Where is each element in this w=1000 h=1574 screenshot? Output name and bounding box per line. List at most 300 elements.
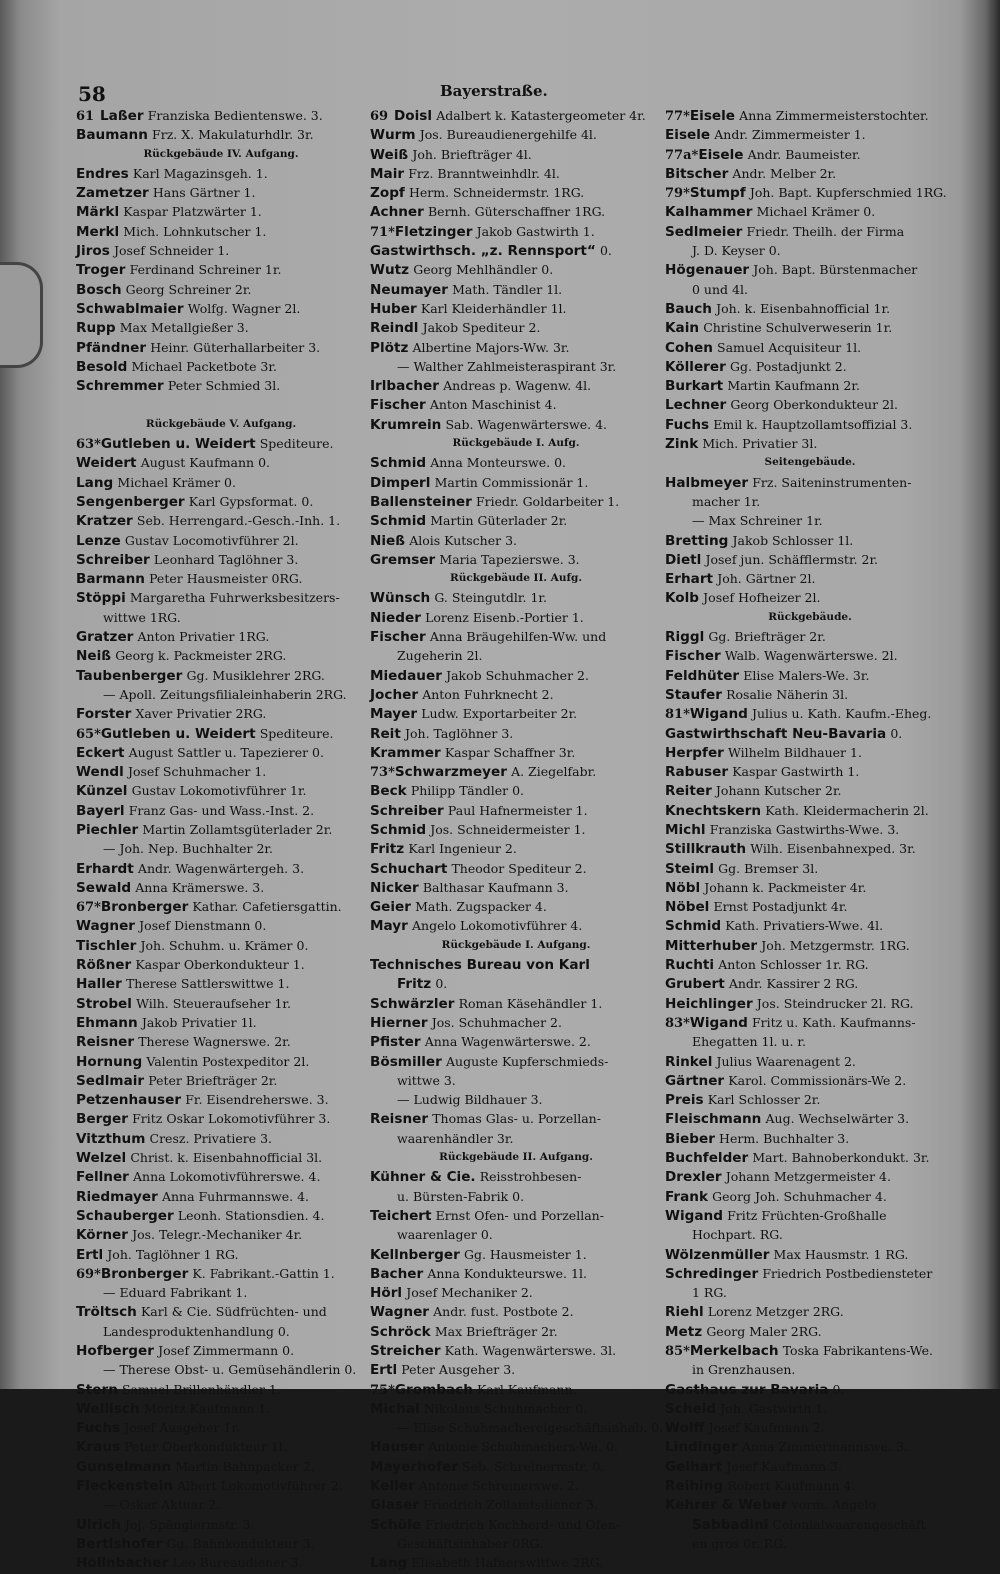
entry-continuation: [665, 1225, 955, 1244]
directory-entry: [370, 878, 662, 897]
directory-entry: [76, 1437, 366, 1456]
directory-entry: [76, 531, 366, 550]
entry-details: Anna Bräugehilfen-Ww. und: [429, 629, 607, 645]
resident-name: Reihing: [665, 1478, 724, 1495]
entry-details: Gg. Bahnkondukteur 3.: [166, 1535, 315, 1551]
directory-entry: [370, 724, 662, 743]
directory-entry: [76, 338, 366, 357]
directory-entry: [665, 260, 955, 279]
entry-details: Valentin Postexpeditor 2l.: [146, 1053, 310, 1069]
entry-details: Gg. Hausmeister 1.: [463, 1246, 587, 1262]
resident-name: Erhardt: [76, 860, 134, 877]
entry-details: Wilhelm Bildhauer 1.: [728, 744, 862, 760]
resident-name: Preis: [665, 1092, 704, 1109]
directory-entry: [76, 106, 366, 125]
entry-continuation: [665, 241, 955, 260]
house-number: 61: [76, 109, 95, 124]
resident-name: Stern: [76, 1381, 118, 1398]
house-number: 63*: [76, 437, 101, 453]
resident-name: Gastwirthschaft Neu-Bavaria: [665, 725, 887, 742]
resident-name: Sedlmair: [76, 1072, 145, 1089]
entry-details: — Eduard Fabrikant 1.: [103, 1285, 248, 1301]
entry-details: Karl Schlosser 2r.: [707, 1092, 821, 1108]
resident-name: Krumrein: [370, 416, 442, 433]
resident-name: Lang: [370, 1555, 408, 1572]
house-number: 67*: [76, 900, 101, 916]
entry-details: — Apoll. Zeitungsfilialeinhaberin 2RG.: [103, 686, 347, 702]
directory-entry: [76, 1476, 366, 1495]
entry-details: Peter Schmied 3l.: [167, 378, 281, 394]
entry-details: Maria Tapezierswe. 3.: [439, 551, 580, 567]
entry-details: Kaspar Schaffner 3r.: [444, 744, 576, 760]
entry-details: Paul Hafnermeister 1.: [447, 802, 588, 818]
entry-details: Andr. fust. Postbote 2.: [433, 1304, 574, 1320]
resident-name: Geier: [370, 899, 411, 916]
directory-entry: [370, 164, 662, 183]
directory-entry: [665, 1437, 955, 1456]
entry-details: Elisabeth Hafnerswittwe 2RG.: [411, 1555, 604, 1571]
entry-details: Jos. Steindrucker 2l. RG.: [756, 995, 914, 1011]
resident-name: Gutleben u. Weidert: [100, 436, 256, 453]
entry-details: Andr. Baumeister.: [747, 146, 861, 162]
directory-entry: [76, 1302, 366, 1321]
resident-name: Schmid: [370, 455, 427, 472]
entry-details: Walb. Wagenwärterswe. 2l.: [724, 648, 898, 664]
entry-details: Colonialwaarengeschäft: [772, 1516, 926, 1532]
directory-entry: [665, 550, 955, 569]
directory-entry: [370, 685, 662, 704]
resident-name: Rinkel: [665, 1053, 713, 1070]
directory-entry: [76, 1534, 366, 1553]
resident-name: Ertl: [76, 1246, 104, 1263]
directory-entry: [76, 280, 366, 299]
directory-entry: [665, 1322, 955, 1341]
resident-name: Scheid: [665, 1400, 717, 1417]
entry-details: Bernh. Güterschaffner 1RG.: [428, 204, 606, 220]
entry-details: Seb. Herrengard.-Gesch.-Inh. 1.: [136, 513, 341, 529]
entry-details: Lorenz Eisenb.-Portier 1.: [425, 609, 584, 625]
resident-name: Reisner: [76, 1034, 135, 1051]
section-heading: Seitengebäude.: [764, 456, 856, 469]
resident-name: Fuchs: [76, 1420, 121, 1437]
entry-details: Robert Kaufmann 4.: [727, 1478, 856, 1494]
directory-entry: [76, 1148, 366, 1167]
directory-entry: [76, 1129, 366, 1148]
resident-name: Bösmiller: [370, 1053, 442, 1070]
resident-name: Haller: [76, 976, 122, 993]
entry-details: Hochpart. RG.: [692, 1227, 783, 1243]
directory-entry: [370, 183, 662, 202]
resident-name: Herpfer: [665, 744, 724, 761]
directory-entry: [665, 106, 955, 125]
entry-details: August Kaufmann 0.: [140, 455, 271, 471]
resident-name: Bronberger: [100, 899, 189, 916]
resident-name: Kehrer & Weber: [665, 1497, 788, 1514]
resident-name: Eisele: [689, 108, 736, 124]
resident-name: Riedmayer: [76, 1188, 158, 1205]
spacer: [76, 395, 366, 414]
directory-entry: [370, 801, 662, 820]
directory-entry: [76, 1090, 366, 1109]
directory-entry: [76, 1245, 366, 1264]
resident-name: Teichert: [370, 1207, 432, 1224]
entry-details: Anton Privatier 1RG.: [137, 629, 270, 645]
entry-details: macher 1r.: [692, 493, 761, 509]
directory-entry: [370, 1109, 662, 1128]
entry-details: Joh. Gärtner 2l.: [717, 571, 816, 587]
resident-name: Buchfelder: [665, 1150, 749, 1167]
resident-name: Gremser: [370, 551, 436, 568]
resident-name: Berger: [76, 1111, 128, 1128]
directory-entry: [370, 1206, 662, 1225]
section-heading: Rückgebäude I. Aufg.: [452, 437, 580, 450]
resident-name: Glaser: [370, 1497, 420, 1514]
resident-name: Fuchs: [665, 416, 710, 433]
directory-entry: [665, 588, 955, 607]
section-heading: Rückgebäude IV. Aufgang.: [143, 147, 299, 160]
resident-name: Wigand: [689, 1014, 748, 1031]
resident-name: Fritz: [397, 976, 432, 993]
directory-entry: [76, 222, 366, 241]
directory-entry: [76, 241, 366, 260]
entry-continuation: [370, 1534, 662, 1553]
directory-entry: [76, 511, 366, 530]
directory-entry: [370, 916, 662, 935]
directory-entry: [370, 1052, 662, 1071]
resident-name: Kolb: [665, 590, 700, 607]
directory-entry: [370, 338, 662, 357]
entry-details: Franziska Gastwirths-Wwe. 3.: [709, 821, 900, 837]
column-3: [665, 106, 955, 1553]
resident-name: Keller: [370, 1478, 415, 1495]
resident-name: Welzel: [76, 1150, 127, 1167]
directory-entry: [665, 878, 955, 897]
entry-details: — Elise Schuhmachereigeschäftsinhab. 0.: [397, 1420, 664, 1436]
entry-details: Anton Schlosser 1r. RG.: [718, 957, 869, 973]
resident-name: Stumpf: [689, 185, 746, 202]
entry-details: 0.: [890, 725, 903, 741]
resident-name: Piechler: [76, 821, 139, 838]
entry-details: Wolfg. Wagner 2l.: [187, 300, 301, 316]
entry-details: Antonie Schreinerswe. 2.: [418, 1478, 579, 1494]
resident-name: Wendl: [76, 764, 124, 781]
resident-name: Schmid: [370, 821, 427, 838]
entry-details: Toska Fabrikantens-We.: [782, 1343, 933, 1358]
entry-details: in Grenzhausen.: [692, 1362, 796, 1378]
entry-details: Emil k. Hauptzollamtsoffizial 3.: [713, 416, 913, 432]
entry-details: Max Briefträger 2r.: [434, 1323, 558, 1339]
entry-details: Wilh. Steueraufseher 1r.: [136, 995, 291, 1011]
resident-name: Reit: [370, 725, 401, 742]
resident-name: Kratzer: [76, 513, 133, 530]
resident-name: Wellisch: [76, 1400, 140, 1417]
entry-details: K. Fabrikant.-Gattin 1.: [192, 1265, 335, 1281]
entry-details: A. Ziegelfabr.: [511, 764, 597, 780]
house-number: 75*: [370, 1382, 395, 1398]
resident-name: Pfändner: [76, 339, 147, 356]
resident-name: Neiß: [76, 648, 112, 665]
directory-entry: [76, 974, 366, 993]
directory-entry: [665, 1495, 955, 1514]
entry-details: Albertine Majors-Ww. 3r.: [412, 339, 570, 355]
directory-entry: [76, 878, 366, 897]
entry-details: Georg Schreiner 2r.: [125, 281, 252, 297]
house-number: 71*: [370, 224, 395, 240]
directory-entry: [370, 1476, 662, 1495]
entry-details: Mich. Lohnkutscher 1.: [123, 223, 267, 239]
resident-name: Riggl: [665, 629, 705, 646]
entry-details: Therese Sattlerswittwe 1.: [125, 976, 290, 992]
directory-entry: [370, 994, 662, 1013]
house-number: 73*: [370, 765, 395, 781]
resident-name: Metz: [665, 1323, 703, 1340]
entry-details: Spediteure.: [259, 436, 334, 452]
directory-entry: [370, 1167, 662, 1186]
entry-details: Peter Briefträger 2r.: [148, 1072, 278, 1088]
directory-entry: [76, 183, 366, 202]
resident-name: Schüle: [370, 1516, 422, 1533]
entry-details: Anna Kondukteurswe. 1l.: [427, 1265, 587, 1281]
directory-entry: [76, 434, 366, 453]
entry-details: Julius u. Kath. Kaufm.-Eheg.: [752, 706, 932, 722]
directory-entry: [665, 1476, 955, 1495]
directory-entry: [665, 955, 955, 974]
entry-details: Karl Kleiderhändler 1l.: [420, 300, 567, 316]
entry-continuation: [665, 1283, 955, 1302]
resident-name: Ruchti: [665, 957, 715, 974]
directory-entry: [665, 1013, 955, 1032]
entry-continuation: [76, 1322, 366, 1341]
entry-details: Friedr. Goldarbeiter 1.: [475, 493, 620, 509]
entry-details: Ehegatten 1l. u. r.: [692, 1034, 806, 1050]
resident-name: Nöbl: [665, 879, 701, 896]
entry-details: wittwe 3.: [397, 1072, 456, 1088]
entry-details: Jakob Privatier 1l.: [141, 1014, 257, 1030]
entry-details: Samuel Acquisiteur 1l.: [717, 339, 862, 355]
resident-name: Nieß: [370, 532, 406, 549]
directory-entry: [76, 1553, 366, 1572]
section-heading: Rückgebäude II. Aufg.: [450, 572, 582, 585]
resident-name: Fischer: [370, 397, 426, 414]
entry-details: Jos. Telegr.-Mechaniker 4r.: [132, 1227, 303, 1243]
resident-name: Bosch: [76, 281, 122, 298]
entry-continuation: [76, 839, 366, 858]
entry-details: Gg. Bremser 3l.: [718, 860, 819, 876]
entry-details: Andr. Melber 2r.: [732, 165, 837, 181]
entry-details: Wilh. Eisenbahnexped. 3r.: [750, 841, 916, 857]
resident-name: Staufer: [665, 686, 722, 703]
resident-name: Zink: [665, 436, 699, 453]
resident-name: Wagner: [76, 918, 136, 935]
directory-entry: [76, 492, 366, 511]
directory-entry: [665, 1206, 955, 1225]
directory-entry: [665, 569, 955, 588]
directory-entry: [665, 1457, 955, 1476]
entry-details: Ernst Ofen- und Porzellan-: [435, 1207, 604, 1223]
resident-name: Halbmeyer: [665, 474, 749, 491]
resident-name: Kellnberger: [370, 1246, 460, 1263]
entry-details: Margaretha Fuhrwerksbesitzers-: [129, 590, 340, 606]
directory-entry: [665, 839, 955, 858]
entry-details: Cresz. Privatiere 3.: [149, 1130, 272, 1146]
directory-entry: [76, 376, 366, 395]
resident-name: Dietl: [665, 551, 702, 568]
directory-entry: [665, 724, 955, 743]
directory-entry: [665, 1052, 955, 1071]
entry-details: Adalbert k. Katastergeometer 4r.: [436, 108, 646, 123]
resident-name: Grombach: [394, 1381, 473, 1398]
directory-entry: [76, 762, 366, 781]
directory-entry: [76, 1187, 366, 1206]
directory-entry: [76, 994, 366, 1013]
entry-continuation: [665, 492, 955, 511]
directory-entry: [370, 395, 662, 414]
directory-entry: [76, 1032, 366, 1051]
entry-details: Joh. Gastwirth 1.: [720, 1400, 828, 1416]
resident-name: Lindinger: [665, 1439, 738, 1456]
directory-entry: [665, 1341, 955, 1360]
directory-entry: [665, 222, 955, 241]
resident-name: Tröltsch: [76, 1304, 137, 1321]
resident-name: Steiml: [665, 860, 714, 877]
resident-name: Bretting: [665, 532, 729, 549]
entry-details: Josef Schuhmacher 1.: [127, 764, 267, 780]
house-number: 81*: [665, 707, 690, 723]
entry-details: Xaver Privatier 2RG.: [135, 706, 267, 722]
resident-name: Schwarzmeyer: [394, 764, 507, 781]
resident-name: Mair: [370, 165, 405, 182]
entry-details: Josef jun. Schäfflermstr. 2r.: [705, 551, 879, 567]
entry-details: Lorenz Metzger 2RG.: [707, 1304, 844, 1320]
entry-details: Philipp Tändler 0.: [410, 783, 525, 799]
resident-name: Schwablmaier: [76, 300, 184, 317]
entry-continuation: [665, 280, 955, 299]
entry-details: Therese Wagnerswe. 2r.: [138, 1034, 291, 1050]
resident-name: Schremmer: [76, 378, 164, 395]
directory-entry: [665, 415, 955, 434]
directory-entry: [370, 1360, 662, 1379]
entry-details: Kath. Kleidermacherin 2l.: [765, 802, 929, 818]
directory-entry: [76, 955, 366, 974]
resident-name: Troger: [76, 262, 126, 279]
entry-details: Georg Maler 2RG.: [706, 1323, 822, 1339]
directory-entry: [665, 183, 955, 202]
directory-entry: [76, 1013, 366, 1032]
entry-details: Peter Hausmeister 0RG.: [149, 571, 303, 587]
resident-name: Schmid: [665, 918, 722, 935]
directory-entry: [370, 762, 662, 781]
entry-details: Joh. Bapt. Bürstenmacher: [753, 262, 918, 278]
directory-entry: [665, 781, 955, 800]
directory-entry: [76, 1380, 366, 1399]
directory-entry: [665, 859, 955, 878]
entry-details: Jos. Schneidermeister 1.: [430, 821, 586, 837]
entry-details: G. Steingutdlr. 1r.: [434, 590, 547, 606]
resident-name: Grubert: [665, 976, 725, 993]
directory-entry: [370, 1341, 662, 1360]
directory-entry: [665, 202, 955, 221]
entry-details: Johann Kutscher 2r.: [715, 783, 842, 799]
entry-details: Leo Bureaudiener 3.: [172, 1555, 303, 1571]
resident-name: Schreiber: [370, 802, 444, 819]
resident-name: Bieber: [665, 1130, 715, 1147]
directory-entry: [76, 1206, 366, 1225]
resident-name: Nöbel: [665, 899, 710, 916]
directory-entry: [370, 1032, 662, 1051]
entry-details: Joj. Spänglermstr. 3.: [124, 1516, 255, 1532]
entry-details: Gustav Locomotivführer 2l.: [124, 532, 299, 548]
entry-continuation: [370, 1418, 662, 1437]
entry-details: Karol. Commissionärs-We 2.: [728, 1072, 907, 1088]
directory-entry: [370, 608, 662, 627]
resident-name: Gasthaus zur Bavaria: [665, 1381, 829, 1398]
entry-details: Karl Ingenieur 2.: [408, 841, 517, 857]
resident-name: Mayer: [370, 706, 418, 723]
entry-details: Joh. Briefträger 4l.: [412, 146, 532, 162]
resident-name: Michal: [370, 1400, 420, 1417]
resident-name: Krammer: [370, 744, 441, 761]
resident-name: Stöppi: [76, 590, 126, 607]
resident-name: Merkl: [76, 223, 120, 240]
resident-name: Zopf: [370, 185, 405, 202]
directory-entry: [370, 280, 662, 299]
directory-entry: [665, 704, 955, 723]
entry-continuation: [76, 1283, 366, 1302]
entry-details: Martin Kaufmann 2r.: [727, 378, 860, 394]
directory-entry: [370, 1457, 662, 1476]
directory-entry: [665, 1399, 955, 1418]
resident-name: Bayerl: [76, 802, 125, 819]
resident-name: Hofberger: [76, 1343, 154, 1359]
entry-continuation: [76, 1360, 366, 1379]
entry-details: — Max Schreiner 1r.: [692, 513, 823, 529]
resident-name: Sabbadini: [692, 1516, 769, 1533]
directory-entry: [665, 801, 955, 820]
directory-entry: [370, 1245, 662, 1264]
entry-details: Geschäftsinhaber 0RG.: [397, 1535, 544, 1551]
directory-entry: [370, 859, 662, 878]
entry-continuation: [370, 1225, 662, 1244]
entry-details: Joh. Schuhm. u. Krämer 0.: [140, 937, 309, 953]
entry-details: Karl Gypsformat. 0.: [188, 493, 314, 509]
directory-entry: [665, 1109, 955, 1128]
directory-entry: [665, 820, 955, 839]
entry-details: Martin Zollamtsgüterlader 2r.: [142, 821, 333, 837]
entry-details: Jakob Schuhmacher 2.: [446, 667, 589, 683]
entry-continuation: [370, 1090, 662, 1109]
directory-entry: [370, 588, 662, 607]
directory-entry: [665, 627, 955, 646]
entry-details: Mart. Bahnoberkondukt. 3r.: [752, 1150, 930, 1166]
entry-details: Zugeherin 2l.: [397, 648, 483, 664]
directory-entry: [76, 936, 366, 955]
entry-details: Joh. Metzgermstr. 1RG.: [761, 937, 910, 953]
entry-details: Julius Waarenagent 2.: [716, 1053, 856, 1069]
directory-entry: [370, 299, 662, 318]
resident-name: Zametzer: [76, 185, 149, 202]
entry-details: Anna Wagenwärterswe. 2.: [424, 1034, 591, 1050]
resident-name: Hauser: [370, 1439, 425, 1456]
entry-details: 0 und 4l.: [692, 281, 748, 297]
entry-details: Josef Schneider 1.: [114, 243, 230, 259]
resident-name: Reisner: [370, 1111, 429, 1128]
entry-details: Josef Kaufmann 3.: [726, 1458, 842, 1474]
resident-name: Fleischmann: [665, 1111, 762, 1128]
entry-details: Rosalie Näherin 3l.: [726, 686, 849, 702]
entry-details: Max Hausmstr. 1 RG.: [773, 1246, 909, 1262]
resident-name: Bitscher: [665, 165, 729, 182]
resident-name: Fischer: [665, 648, 721, 665]
